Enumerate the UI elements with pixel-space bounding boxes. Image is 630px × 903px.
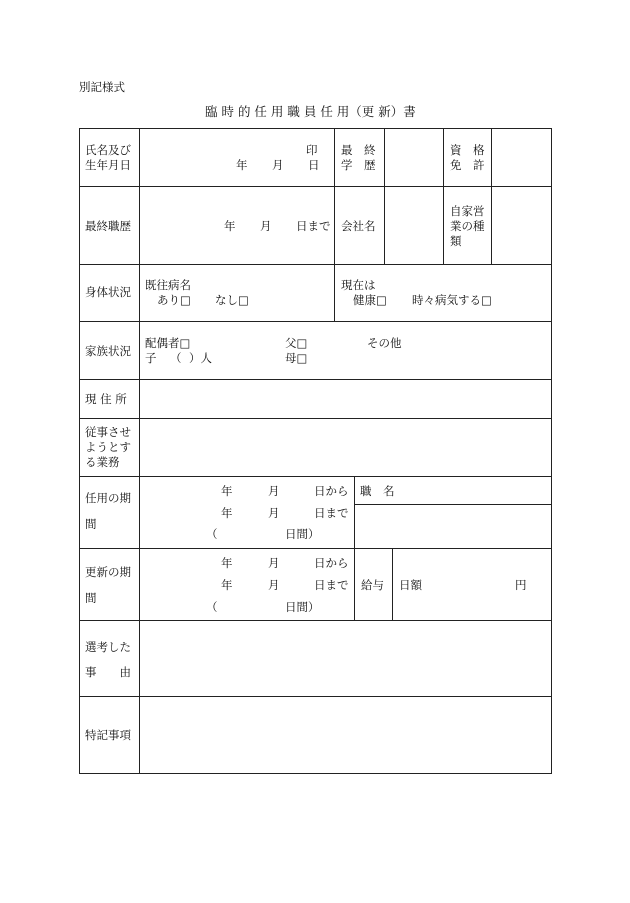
address-label: 現 住 所 <box>85 392 127 406</box>
hline <box>79 264 552 265</box>
last-job-year: 年 <box>224 219 236 233</box>
self-employment-field[interactable] <box>493 188 550 263</box>
renewal-days-close: 日間） <box>285 600 320 614</box>
mother-checkbox[interactable]: 母□ <box>285 351 308 365</box>
children-count-unit: ）人 <box>189 351 212 365</box>
hline <box>79 321 552 322</box>
appointment-start-day: 日から <box>314 484 349 498</box>
last-job-until: 日まで <box>296 219 331 233</box>
vline <box>79 128 80 774</box>
past-illness-no-checkbox[interactable]: なし□ <box>215 293 249 307</box>
company-name-label: 会社名 <box>341 219 376 233</box>
license-label-2: 免 許 <box>450 158 485 172</box>
renewal-start-year: 年 <box>221 556 233 570</box>
education-label-2: 学 歴 <box>341 158 376 172</box>
selection-reason-field[interactable] <box>141 622 550 695</box>
renewal-days-open: （ <box>206 600 218 614</box>
self-employment-label: 自家営 <box>450 204 485 218</box>
seal-mark: 印 <box>306 143 318 157</box>
hline <box>79 773 552 774</box>
appointment-end-year: 年 <box>221 506 233 520</box>
name-birth-label: 氏名及び <box>85 143 131 157</box>
hline <box>79 476 552 477</box>
education-label: 最 終 <box>341 143 376 157</box>
renewal-period-label: 更新の期 <box>85 565 131 579</box>
father-checkbox[interactable]: 父□ <box>285 336 308 350</box>
daily-wage-label: 日額 <box>399 578 422 592</box>
vline <box>384 128 385 264</box>
hline <box>79 548 552 549</box>
renewal-end-day: 日まで <box>314 578 349 592</box>
current-health-label: 現在は <box>341 278 376 292</box>
sometimes-sick-checkbox[interactable]: 時々病気する□ <box>412 293 492 307</box>
hline <box>354 504 552 505</box>
self-employment-label-3: 類 <box>450 234 462 248</box>
yen-unit: 円 <box>515 578 527 592</box>
address-field[interactable] <box>141 380 550 417</box>
hline <box>79 696 552 697</box>
appointment-end-day: 日まで <box>314 506 349 520</box>
renewal-end-year: 年 <box>221 578 233 592</box>
renewal-period-label-2: 間 <box>85 591 97 605</box>
renewal-end-month: 月 <box>268 578 280 592</box>
birth-day: 日 <box>308 158 320 172</box>
page-title: 臨 時 的 任 用 職 員 任 用（更 新）書 <box>205 104 416 119</box>
appointment-end-month: 月 <box>268 506 280 520</box>
spouse-checkbox[interactable]: 配偶者□ <box>145 336 191 350</box>
hline <box>79 128 552 129</box>
hline <box>79 186 552 187</box>
vline <box>491 128 492 264</box>
appointment-days-close: 日間） <box>285 527 320 541</box>
salary-label: 給与 <box>361 578 384 592</box>
past-illness-yes-checkbox[interactable]: あり□ <box>157 293 191 307</box>
form-label: 別記様式 <box>79 80 125 94</box>
appointment-start-year: 年 <box>221 484 233 498</box>
self-employment-label-2: 業の種 <box>450 219 485 233</box>
renewal-start-month: 月 <box>268 556 280 570</box>
appointment-days-open: （ <box>206 527 218 541</box>
children-paren-open: （ <box>170 351 182 365</box>
vline <box>354 476 355 620</box>
renewal-start-day: 日から <box>314 556 349 570</box>
last-job-label: 最終職歴 <box>85 219 131 233</box>
appointment-period-label-2: 間 <box>85 517 97 531</box>
license-field[interactable] <box>493 130 550 185</box>
birth-year: 年 <box>236 158 248 172</box>
company-name-field[interactable] <box>386 188 442 263</box>
other-family-label: その他 <box>367 336 402 350</box>
appointment-period-label: 任用の期 <box>85 491 131 505</box>
remarks-label: 特記事項 <box>85 728 131 742</box>
license-label: 資 格 <box>450 143 485 157</box>
birth-month: 月 <box>272 158 284 172</box>
position-label: 職 名 <box>360 484 395 498</box>
duties-field[interactable] <box>141 420 550 475</box>
vline <box>443 128 444 264</box>
vline <box>551 128 552 774</box>
vline <box>392 548 393 620</box>
healthy-checkbox[interactable]: 健康□ <box>353 293 387 307</box>
vline <box>139 128 140 774</box>
appointment-start-month: 月 <box>268 484 280 498</box>
selection-reason-label-2: 事 由 <box>85 665 131 679</box>
remarks-field[interactable] <box>141 698 550 772</box>
duties-label-2: ようとす <box>85 440 131 454</box>
family-label: 家族状況 <box>85 344 131 358</box>
duties-label: 従事させ <box>85 425 131 439</box>
duties-label-3: る業務 <box>85 455 120 469</box>
education-field[interactable] <box>386 130 442 185</box>
selection-reason-label: 選考した <box>85 640 131 654</box>
name-birth-label-2: 生年月日 <box>85 158 131 172</box>
children-label: 子 <box>145 351 157 365</box>
hline <box>79 620 552 621</box>
vline <box>334 128 335 321</box>
last-job-month: 月 <box>260 219 272 233</box>
position-field[interactable] <box>356 506 550 547</box>
health-label: 身体状況 <box>85 285 131 299</box>
past-illness-label: 既往病名 <box>145 278 191 292</box>
hline <box>79 418 552 419</box>
